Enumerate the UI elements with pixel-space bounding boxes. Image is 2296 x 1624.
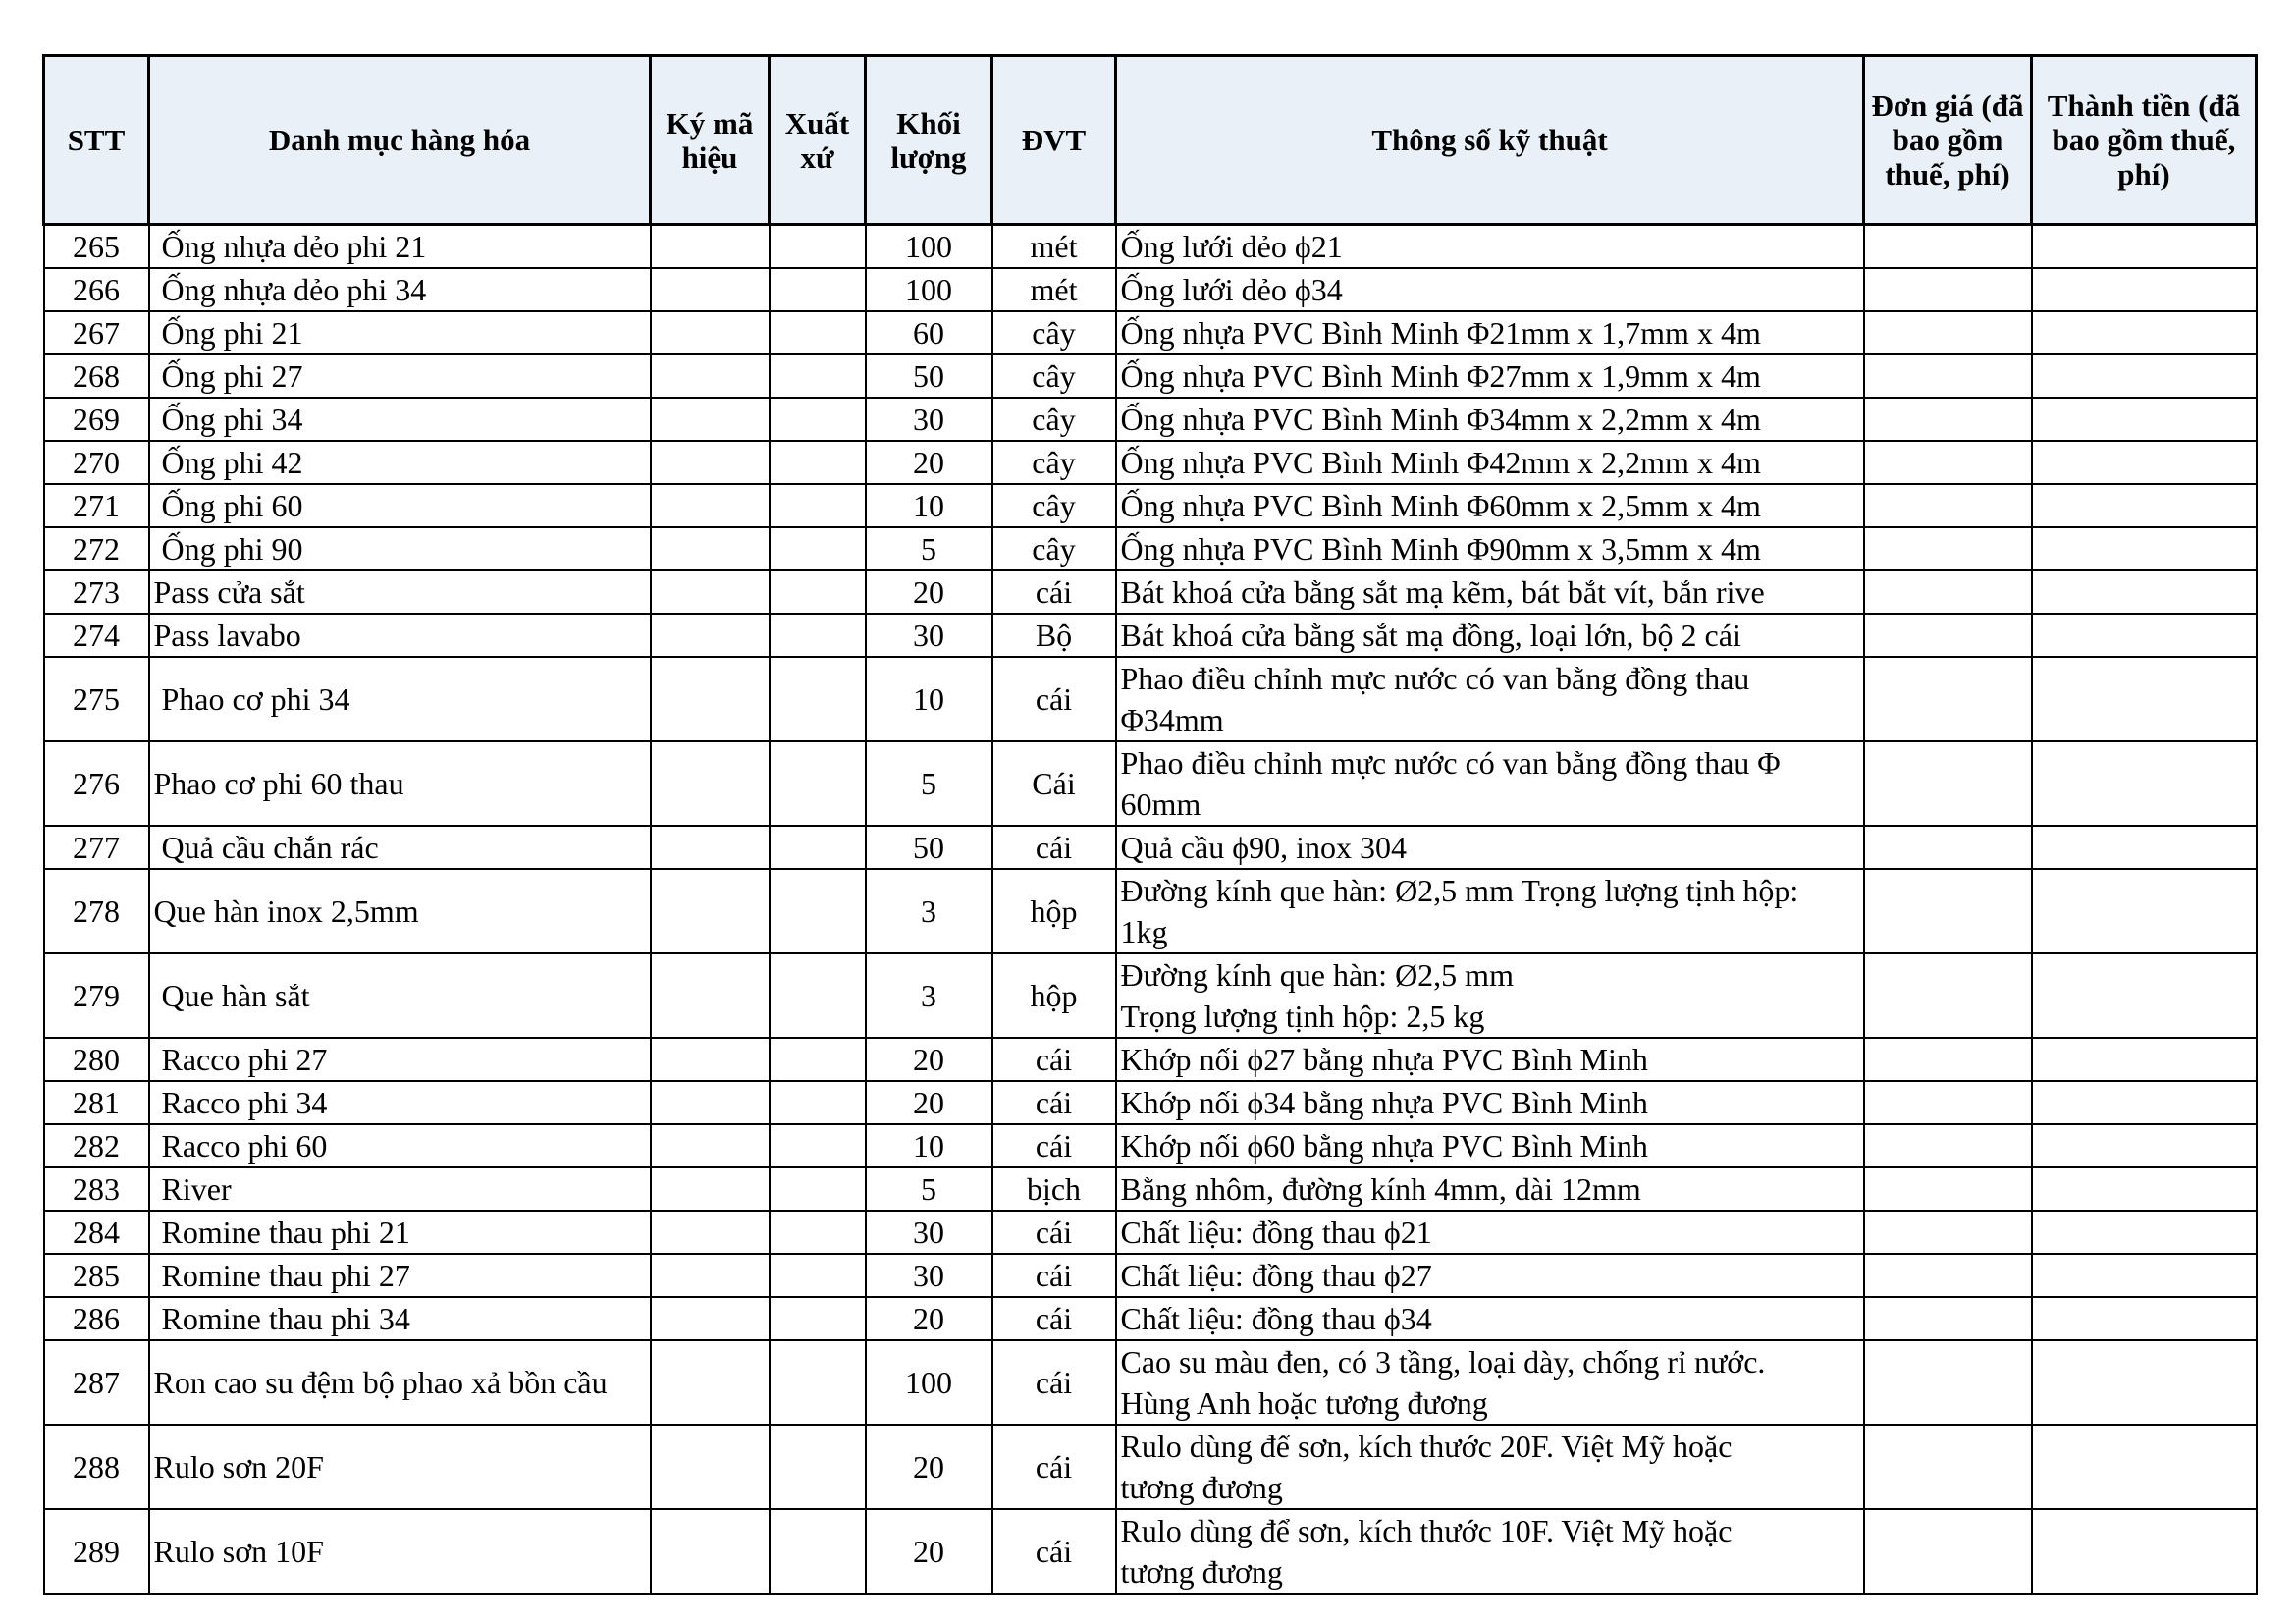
cell-stt: 285 (44, 1254, 149, 1297)
cell-code (651, 1340, 770, 1425)
table-row (44, 354, 2257, 398)
cell-price (1864, 657, 2032, 741)
cell-unit: cái (992, 1254, 1116, 1297)
table-row (44, 484, 2257, 527)
table-row (44, 1081, 2257, 1124)
cell-spec (1116, 398, 1864, 441)
cell-qty: 30 (866, 1254, 992, 1297)
cell-origin (770, 527, 866, 570)
cell-code (651, 268, 770, 311)
cell-name: Ống nhựa dẻo phi 21 (149, 225, 651, 269)
spec-line: Ống nhựa PVC Bình Minh Φ42mm x 2,2mm x 4m (1120, 445, 1761, 480)
spec-line: Quả cầu ϕ90, inox 304 (1120, 830, 1407, 865)
cell-spec (1116, 1509, 1864, 1594)
cell-code (651, 570, 770, 614)
spec-line: Chất liệu: đồng thau ϕ21 (1120, 1215, 1432, 1250)
table-row (44, 869, 2257, 953)
header-stt: STT (44, 56, 149, 225)
cell-total (2032, 484, 2257, 527)
cell-origin (770, 657, 866, 741)
cell-code (651, 441, 770, 484)
cell-qty: 10 (866, 484, 992, 527)
cell-stt: 282 (44, 1124, 149, 1167)
cell-code (651, 354, 770, 398)
cell-code (651, 1081, 770, 1124)
table-row (44, 1254, 2257, 1297)
cell-spec (1116, 1211, 1864, 1254)
cell-total (2032, 1038, 2257, 1081)
spec-line: Ống nhựa PVC Bình Minh Φ90mm x 3,5mm x 4m (1120, 531, 1761, 567)
spec-line: Ống nhựa PVC Bình Minh Φ21mm x 1,7mm x 4m (1120, 315, 1761, 351)
cell-unit: cái (992, 1038, 1116, 1081)
cell-code (651, 1124, 770, 1167)
cell-spec (1116, 826, 1864, 869)
cell-price (1864, 1081, 2032, 1124)
cell-total (2032, 354, 2257, 398)
cell-stt: 273 (44, 570, 149, 614)
spec-line: Chất liệu: đồng thau ϕ34 (1120, 1301, 1432, 1336)
cell-code (651, 1425, 770, 1509)
spec-line: Ống nhựa PVC Bình Minh Φ27mm x 1,9mm x 4m (1120, 358, 1761, 394)
cell-spec (1116, 354, 1864, 398)
cell-origin (770, 570, 866, 614)
cell-price (1864, 1297, 2032, 1340)
cell-stt: 288 (44, 1425, 149, 1509)
cell-unit: bịch (992, 1167, 1116, 1211)
table-row (44, 1509, 2257, 1594)
cell-total (2032, 741, 2257, 826)
cell-origin (770, 614, 866, 657)
cell-stt: 271 (44, 484, 149, 527)
cell-total (2032, 657, 2257, 741)
cell-origin (770, 1340, 866, 1425)
header-qty: Khối lượng (866, 56, 992, 225)
cell-stt: 269 (44, 398, 149, 441)
spec-line: Φ34mm (1120, 702, 1224, 737)
table-row (44, 953, 2257, 1038)
cell-origin (770, 1211, 866, 1254)
cell-unit: cái (992, 1124, 1116, 1167)
spec-line: Khớp nối ϕ27 bằng nhựa PVC Bình Minh (1120, 1042, 1648, 1077)
cell-stt: 280 (44, 1038, 149, 1081)
header-total: Thành tiền (đã bao gồm thuế, phí) (2032, 56, 2257, 225)
cell-spec (1116, 1124, 1864, 1167)
cell-qty: 60 (866, 311, 992, 354)
cell-stt: 266 (44, 268, 149, 311)
table-row (44, 1340, 2257, 1425)
cell-price (1864, 869, 2032, 953)
cell-total (2032, 1425, 2257, 1509)
cell-qty: 20 (866, 441, 992, 484)
table-row (44, 225, 2257, 269)
cell-name: Pass cửa sắt (149, 570, 651, 614)
cell-name: Ống phi 34 (149, 398, 651, 441)
cell-stt: 289 (44, 1509, 149, 1594)
cell-spec (1116, 484, 1864, 527)
cell-price (1864, 1124, 2032, 1167)
cell-spec (1116, 1340, 1864, 1425)
cell-origin (770, 1038, 866, 1081)
cell-origin (770, 826, 866, 869)
table-row (44, 826, 2257, 869)
cell-unit: cái (992, 1211, 1116, 1254)
cell-qty: 50 (866, 354, 992, 398)
cell-origin (770, 869, 866, 953)
cell-total (2032, 527, 2257, 570)
cell-spec (1116, 570, 1864, 614)
cell-price (1864, 570, 2032, 614)
cell-origin (770, 953, 866, 1038)
header-origin: Xuất xứ (770, 56, 866, 225)
cell-origin (770, 311, 866, 354)
spec-line: Ống nhựa PVC Bình Minh Φ60mm x 2,5mm x 4m (1120, 488, 1761, 523)
cell-unit: cái (992, 657, 1116, 741)
cell-price (1864, 398, 2032, 441)
cell-qty: 5 (866, 527, 992, 570)
cell-total (2032, 441, 2257, 484)
cell-total (2032, 1211, 2257, 1254)
table-row (44, 268, 2257, 311)
cell-spec (1116, 1297, 1864, 1340)
spec-line: Khớp nối ϕ60 bằng nhựa PVC Bình Minh (1120, 1128, 1648, 1164)
cell-stt: 272 (44, 527, 149, 570)
cell-name: Ống phi 90 (149, 527, 651, 570)
cell-spec (1116, 441, 1864, 484)
cell-origin (770, 354, 866, 398)
cell-unit: mét (992, 225, 1116, 269)
cell-stt: 286 (44, 1297, 149, 1340)
cell-name: Ống phi 42 (149, 441, 651, 484)
spec-line: Đường kính que hàn: Ø2,5 mm Trọng lượng tịnh hộp: (1120, 873, 1799, 908)
cell-spec (1116, 225, 1864, 269)
cell-spec (1116, 268, 1864, 311)
cell-total (2032, 826, 2257, 869)
cell-price (1864, 826, 2032, 869)
cell-code (651, 311, 770, 354)
cell-code (651, 1038, 770, 1081)
cell-name: Racco phi 27 (149, 1038, 651, 1081)
spec-line: Bằng nhôm, đường kính 4mm, dài 12mm (1120, 1171, 1641, 1207)
table-row (44, 1167, 2257, 1211)
spec-line: Ống nhựa PVC Bình Minh Φ34mm x 2,2mm x 4m (1120, 402, 1761, 437)
cell-qty: 100 (866, 225, 992, 269)
cell-unit: cây (992, 398, 1116, 441)
cell-qty: 20 (866, 1509, 992, 1594)
cell-qty: 30 (866, 1211, 992, 1254)
cell-price (1864, 311, 2032, 354)
cell-stt: 283 (44, 1167, 149, 1211)
cell-qty: 10 (866, 657, 992, 741)
cell-price (1864, 1425, 2032, 1509)
cell-spec (1116, 657, 1864, 741)
cell-name: Pass lavabo (149, 614, 651, 657)
cell-qty: 20 (866, 570, 992, 614)
table-row (44, 441, 2257, 484)
cell-qty: 100 (866, 268, 992, 311)
cell-name: Romine thau phi 27 (149, 1254, 651, 1297)
cell-code (651, 614, 770, 657)
table-row (44, 1124, 2257, 1167)
cell-name: River (149, 1167, 651, 1211)
cell-code (651, 1254, 770, 1297)
cell-price (1864, 1038, 2032, 1081)
cell-total (2032, 1124, 2257, 1167)
spec-line: Trọng lượng tịnh hộp: 2,5 kg (1120, 999, 1485, 1034)
cell-unit: cái (992, 1425, 1116, 1509)
header-price: Đơn giá (đã bao gồm thuế, phí) (1864, 56, 2032, 225)
cell-name: Phao cơ phi 34 (149, 657, 651, 741)
table-row (44, 398, 2257, 441)
cell-spec (1116, 527, 1864, 570)
spec-line: tương đương (1120, 1470, 1283, 1505)
spec-line: Rulo dùng để sơn, kích thước 10F. Việt Mỹ hoặc (1120, 1513, 1733, 1548)
cell-code (651, 657, 770, 741)
spec-line: Bát khoá cửa bằng sắt mạ đồng, loại lớn, bộ 2 cái (1120, 618, 1741, 653)
table-body (44, 225, 2257, 1595)
spec-line: Ống lưới dẻo ϕ34 (1120, 272, 1343, 307)
spec-line: Ống lưới dẻo ϕ21 (1120, 229, 1343, 264)
cell-stt: 277 (44, 826, 149, 869)
cell-unit: mét (992, 268, 1116, 311)
cell-qty: 20 (866, 1038, 992, 1081)
spec-line: Chất liệu: đồng thau ϕ27 (1120, 1258, 1432, 1293)
cell-qty: 5 (866, 741, 992, 826)
cell-qty: 5 (866, 1167, 992, 1211)
cell-code (651, 1509, 770, 1594)
cell-name: Ống nhựa dẻo phi 34 (149, 268, 651, 311)
spec-line: tương đương (1120, 1554, 1283, 1590)
cell-price (1864, 354, 2032, 398)
cell-code (651, 953, 770, 1038)
spec-line: 60mm (1120, 786, 1201, 822)
cell-code (651, 1167, 770, 1211)
cell-qty: 30 (866, 398, 992, 441)
cell-unit: cái (992, 570, 1116, 614)
cell-stt: 281 (44, 1081, 149, 1124)
cell-origin (770, 1124, 866, 1167)
cell-name: Ống phi 60 (149, 484, 651, 527)
cell-unit: hộp (992, 869, 1116, 953)
cell-origin (770, 1254, 866, 1297)
cell-code (651, 527, 770, 570)
cell-price (1864, 953, 2032, 1038)
cell-qty: 20 (866, 1297, 992, 1340)
cell-spec (1116, 1081, 1864, 1124)
header-code: Ký mã hiệu (651, 56, 770, 225)
table-row (44, 1211, 2257, 1254)
cell-total (2032, 1167, 2257, 1211)
cell-origin (770, 441, 866, 484)
cell-name: Phao cơ phi 60 thau (149, 741, 651, 826)
table-row (44, 1038, 2257, 1081)
spec-line: Phao điều chỉnh mực nước có van bằng đồng thau Φ (1120, 745, 1781, 781)
cell-origin (770, 1425, 866, 1509)
cell-price (1864, 268, 2032, 311)
cell-stt: 265 (44, 225, 149, 269)
spec-line: Rulo dùng để sơn, kích thước 20F. Việt Mỹ hoặc (1120, 1429, 1733, 1464)
cell-total (2032, 398, 2257, 441)
cell-code (651, 1211, 770, 1254)
cell-unit: Cái (992, 741, 1116, 826)
cell-unit: cây (992, 354, 1116, 398)
table-row (44, 1297, 2257, 1340)
cell-unit: Bộ (992, 614, 1116, 657)
cell-code (651, 484, 770, 527)
cell-unit: cái (992, 1297, 1116, 1340)
cell-spec (1116, 614, 1864, 657)
table-row (44, 570, 2257, 614)
cell-qty: 20 (866, 1425, 992, 1509)
cell-total (2032, 869, 2257, 953)
cell-total (2032, 1509, 2257, 1594)
cell-spec (1116, 1254, 1864, 1297)
cell-total (2032, 614, 2257, 657)
table-row (44, 741, 2257, 826)
cell-price (1864, 1167, 2032, 1211)
cell-unit: cây (992, 484, 1116, 527)
cell-spec (1116, 1167, 1864, 1211)
cell-qty: 10 (866, 1124, 992, 1167)
cell-price (1864, 1211, 2032, 1254)
header-spec: Thông số kỹ thuật (1116, 56, 1864, 225)
cell-qty: 100 (866, 1340, 992, 1425)
cell-unit: cái (992, 826, 1116, 869)
cell-spec (1116, 311, 1864, 354)
cell-total (2032, 311, 2257, 354)
table-row (44, 1425, 2257, 1509)
spec-line: Hùng Anh hoặc tương đương (1120, 1385, 1488, 1421)
cell-code (651, 741, 770, 826)
cell-price (1864, 1509, 2032, 1594)
cell-name: Que hàn inox 2,5mm (149, 869, 651, 953)
cell-stt: 270 (44, 441, 149, 484)
cell-qty: 20 (866, 1081, 992, 1124)
cell-unit: hộp (992, 953, 1116, 1038)
cell-spec (1116, 741, 1864, 826)
cell-total (2032, 1081, 2257, 1124)
cell-price (1864, 225, 2032, 269)
cell-unit: cái (992, 1340, 1116, 1425)
cell-spec (1116, 1425, 1864, 1509)
spec-line: Đường kính que hàn: Ø2,5 mm (1120, 957, 1514, 993)
table-row (44, 657, 2257, 741)
cell-qty: 30 (866, 614, 992, 657)
cell-total (2032, 225, 2257, 269)
cell-price (1864, 441, 2032, 484)
cell-name: Rulo sơn 10F (149, 1509, 651, 1594)
cell-name: Romine thau phi 21 (149, 1211, 651, 1254)
cell-origin (770, 1167, 866, 1211)
header-row (44, 56, 2257, 225)
cell-stt: 276 (44, 741, 149, 826)
cell-price (1864, 614, 2032, 657)
cell-unit: cây (992, 311, 1116, 354)
cell-code (651, 826, 770, 869)
cell-qty: 3 (866, 869, 992, 953)
table-row (44, 311, 2257, 354)
cell-stt: 287 (44, 1340, 149, 1425)
cell-origin (770, 1081, 866, 1124)
cell-stt: 274 (44, 614, 149, 657)
cell-code (651, 869, 770, 953)
cell-total (2032, 1340, 2257, 1425)
cell-origin (770, 741, 866, 826)
cell-total (2032, 268, 2257, 311)
header-unit: ĐVT (992, 56, 1116, 225)
cell-origin (770, 398, 866, 441)
cell-name: Racco phi 60 (149, 1124, 651, 1167)
cell-qty: 50 (866, 826, 992, 869)
spec-line: Bát khoá cửa bằng sắt mạ kẽm, bát bắt vít, bắn rive (1120, 574, 1765, 610)
cell-spec (1116, 953, 1864, 1038)
cell-unit: cái (992, 1081, 1116, 1124)
cell-name: Racco phi 34 (149, 1081, 651, 1124)
cell-stt: 284 (44, 1211, 149, 1254)
cell-unit: cái (992, 1509, 1116, 1594)
cell-stt: 278 (44, 869, 149, 953)
cell-stt: 267 (44, 311, 149, 354)
cell-name: Ống phi 21 (149, 311, 651, 354)
cell-name: Rulo sơn 20F (149, 1425, 651, 1509)
cell-unit: cây (992, 441, 1116, 484)
cell-code (651, 398, 770, 441)
spec-line: Phao điều chỉnh mực nước có van bằng đồng thau (1120, 661, 1750, 696)
cell-name: Ống phi 27 (149, 354, 651, 398)
cell-spec (1116, 1038, 1864, 1081)
goods-table (42, 54, 2258, 1595)
cell-spec (1116, 869, 1864, 953)
cell-total (2032, 1254, 2257, 1297)
cell-price (1864, 741, 2032, 826)
table-row (44, 614, 2257, 657)
cell-code (651, 225, 770, 269)
cell-code (651, 1297, 770, 1340)
cell-origin (770, 1509, 866, 1594)
header-name: Danh mục hàng hóa (149, 56, 651, 225)
spec-line: Khớp nối ϕ34 bằng nhựa PVC Bình Minh (1120, 1085, 1648, 1120)
cell-price (1864, 484, 2032, 527)
cell-origin (770, 225, 866, 269)
cell-total (2032, 953, 2257, 1038)
spec-line: 1kg (1120, 914, 1168, 949)
cell-name: Ron cao su đệm bộ phao xả bồn cầu (149, 1340, 651, 1425)
cell-price (1864, 527, 2032, 570)
cell-price (1864, 1340, 2032, 1425)
cell-stt: 268 (44, 354, 149, 398)
cell-name: Que hàn sắt (149, 953, 651, 1038)
cell-unit: cây (992, 527, 1116, 570)
cell-origin (770, 268, 866, 311)
cell-stt: 279 (44, 953, 149, 1038)
table-row (44, 527, 2257, 570)
cell-qty: 3 (866, 953, 992, 1038)
cell-origin (770, 1297, 866, 1340)
cell-stt: 275 (44, 657, 149, 741)
cell-price (1864, 1254, 2032, 1297)
spec-line: Cao su màu đen, có 3 tầng, loại dày, chống rỉ nước. (1120, 1344, 1766, 1380)
cell-origin (770, 484, 866, 527)
cell-name: Romine thau phi 34 (149, 1297, 651, 1340)
cell-total (2032, 570, 2257, 614)
cell-total (2032, 1297, 2257, 1340)
cell-name: Quả cầu chắn rác (149, 826, 651, 869)
